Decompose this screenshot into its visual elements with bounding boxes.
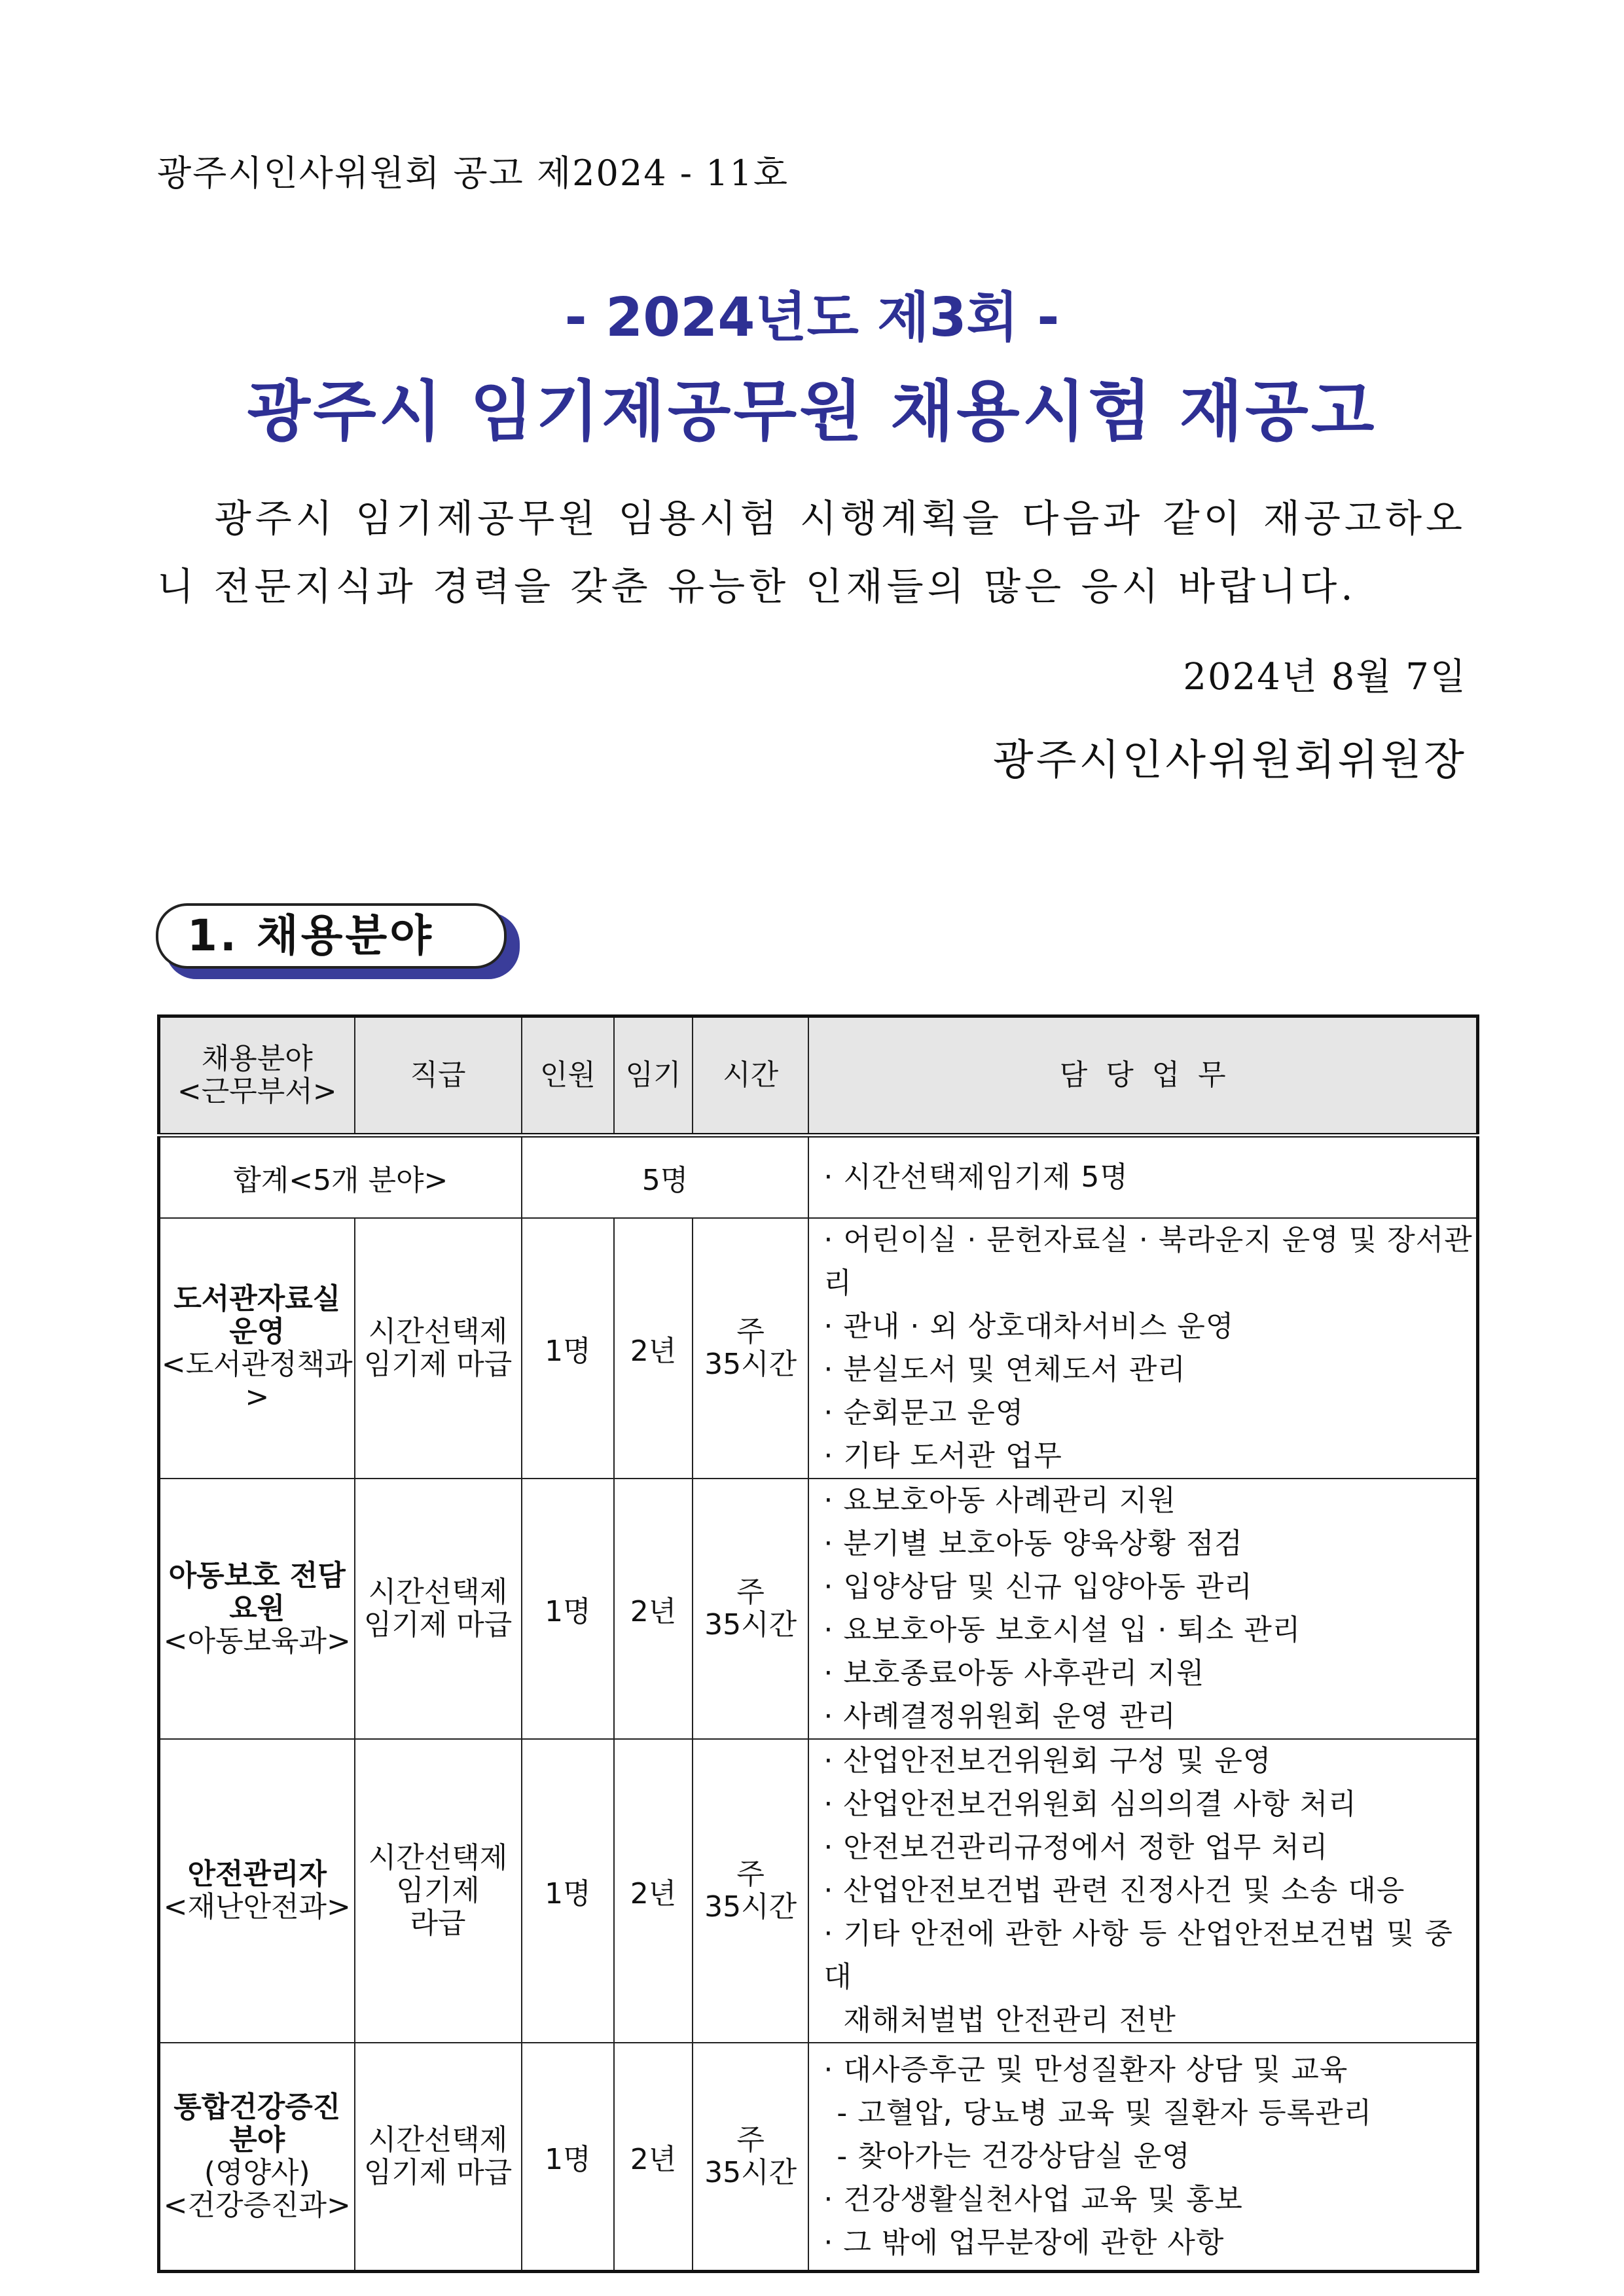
list-item: · 분기별 보호아동 양육상황 점검: [823, 1526, 1243, 1560]
list-item: · 사례결정위원회 운영 관리: [823, 1699, 1176, 1733]
table-row: [159, 1479, 1478, 1739]
list-item: · 관내 · 외 상호대차서비스 운영: [823, 1309, 1235, 1343]
field-cell: 안전관리자 <재난안전과>: [159, 1739, 355, 2043]
duties-cell: [808, 1479, 1477, 1739]
section-heading: [156, 903, 520, 979]
list-item: · 요보호아동 보호시설 입 · 퇴소 관리: [823, 1613, 1301, 1647]
list-item: · 어린이실 · 문헌자료실 · 북라운지 운영 및 장서관리: [823, 1223, 1473, 1300]
list-item: · 순회문고 운영: [823, 1395, 1024, 1429]
list-item: · 입양상담 및 신규 입양아동 관리: [823, 1570, 1253, 1604]
list-item: · 산업안전보건위원회 구성 및 운영: [823, 1744, 1272, 1778]
header-duties: 담 당 업 무: [808, 1016, 1477, 1136]
list-item: · 산업안전보건위원회 심의의결 사항 처리: [823, 1787, 1357, 1821]
list-item: - 찾아가는 건강상담실 운영: [837, 2139, 1191, 2173]
term-cell: 2년: [614, 1739, 693, 2043]
list-item: · 건강생활실천사업 교육 및 홍보: [823, 2182, 1243, 2216]
total-count: 5명: [522, 1136, 809, 1218]
count-cell: 1명: [522, 1479, 615, 1739]
field-cell: 도서관자료실 운영 <도서관정책과>: [159, 1218, 355, 1479]
duties-cell: [808, 1739, 1477, 2043]
field-cell: 통합건강증진분야 (영양사) <건강증진과>: [159, 2043, 355, 2272]
duties-cell: [808, 1218, 1477, 1479]
recruitment-table: [157, 1014, 1479, 2273]
grade-cell: 시간선택제 임기제 마급: [355, 1479, 522, 1739]
sub-title: - 2024년도 제3회 -: [564, 287, 1060, 349]
header-hours: 시간: [693, 1016, 809, 1136]
hours-cell: 주 35시간: [693, 2043, 809, 2272]
count-cell: 1명: [522, 2043, 615, 2272]
grade-cell: 시간선택제 임기제 라급: [355, 1739, 522, 2043]
hours-cell: 주 35시간: [693, 1739, 809, 2043]
list-item: · 기타 도서관 업무: [823, 1439, 1062, 1473]
list-item: · 보호종료아동 사후관리 지원: [823, 1656, 1205, 1690]
grade-cell: 시간선택제 임기제 마급: [355, 2043, 522, 2272]
notice-number: 광주시인사위원회 공고 제2024 - 11호: [157, 152, 789, 194]
header-count: 인원: [522, 1016, 615, 1136]
list-item: · 그 밖에 업무분장에 관한 사항: [823, 2225, 1225, 2259]
list-item: · 분실도서 및 연체도서 관리: [823, 1352, 1186, 1386]
list-item: · 요보호아동 사례관리 지원: [823, 1483, 1176, 1517]
list-item: · 기타 안전에 관한 사항 등 산업안전보건법 및 중대: [823, 1916, 1453, 1994]
hours-cell: 주 35시간: [693, 1218, 809, 1479]
header-grade: 직급: [355, 1016, 522, 1136]
section-title: 1. 채용분야: [156, 903, 507, 969]
total-row: [159, 1136, 1478, 1218]
list-item: - 고혈압, 당뇨병 교육 및 질환자 등록관리: [837, 2096, 1373, 2130]
table-row: [159, 1218, 1478, 1479]
list-item: · 산업안전보건법 관련 진정사건 및 소송 대응: [823, 1873, 1405, 1907]
header-term: 임기: [614, 1016, 693, 1136]
field-cell: 아동보호 전담요원 <아동보육과>: [159, 1479, 355, 1739]
term-cell: 2년: [614, 1218, 693, 1479]
list-item: · 대사증후군 및 만성질환자 상담 및 교육: [823, 2053, 1348, 2087]
hours-cell: 주 35시간: [693, 1479, 809, 1739]
list-item: · 안전보건관리규정에서 정한 업무 처리: [823, 1830, 1329, 1864]
header-field: 채용분야 <근무부서>: [159, 1016, 355, 1136]
grade-cell: 시간선택제 임기제 마급: [355, 1218, 522, 1479]
list-item: 재해처벌법 안전관리 전반: [823, 2003, 1176, 2037]
table-row: [159, 2043, 1478, 2272]
count-cell: 1명: [522, 1739, 615, 2043]
table-row: [159, 1739, 1478, 2043]
total-duty: · 시간선택제임기제 5명: [808, 1136, 1477, 1218]
term-cell: 2년: [614, 2043, 693, 2272]
intro-paragraph: 광주시 임기제공무원 임용시험 시행계획을 다음과 같이 재공고하오니 전문지식과 경력을 갖춘 유능한 인재들의 많은 응시 바랍니다.: [157, 496, 1467, 609]
term-cell: 2년: [614, 1479, 693, 1739]
total-label: 합계<5개 분야>: [159, 1136, 522, 1218]
count-cell: 1명: [522, 1218, 615, 1479]
notice-date: 2024년 8월 7일: [1183, 656, 1467, 698]
duties-cell: [808, 2043, 1477, 2272]
page-title: 광주시 임기제공무원 채용시험 재공고: [247, 373, 1377, 450]
signer: 광주시인사위원회위원장: [992, 736, 1467, 785]
table-header-row: [159, 1016, 1478, 1136]
